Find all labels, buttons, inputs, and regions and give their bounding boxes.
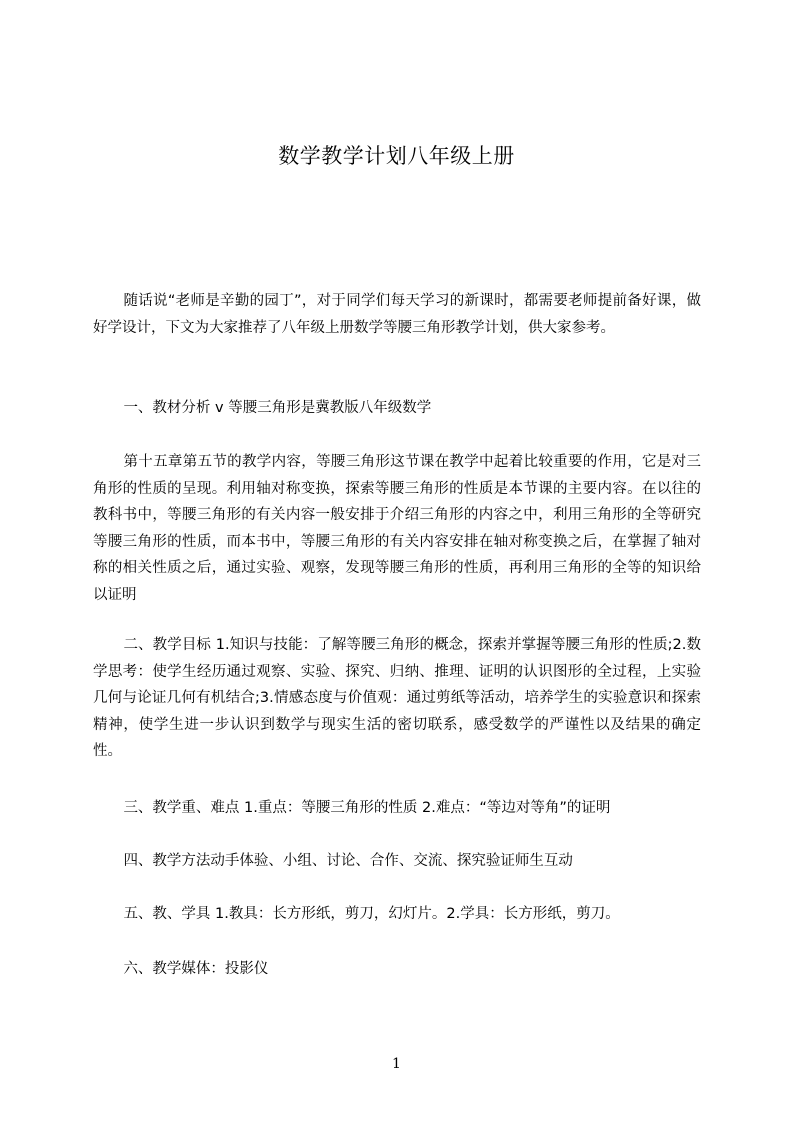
section-1-heading: 一、教材分析 v 等腰三角形是冀教版八年级数学: [123, 400, 432, 416]
section-3-line: 三、教学重、难点 1.重点：等腰三角形的性质 2.难点：“等边对等角”的证明: [123, 800, 611, 816]
section-5-line: 五、教、学具 1.教具：长方形纸，剪刀，幻灯片。2.学具：长方形纸，剪刀。: [123, 906, 620, 922]
page-number: 1: [392, 1056, 401, 1072]
section-4-line: 四、教学方法动手体验、小组、讨论、合作、交流、探究验证师生互动: [123, 853, 573, 869]
section-1-paragraph: 第十五章第五节的教学内容，等腰三角形这节课在教学中起着比较重要的作用，它是对三角形的性质的呈现。利用轴对称变换，探索等腰三角形的性质是本节课的主要内容。在以往的教科书中，等腰三角形的有关内容一般安排于介绍三角形的内容之中，利用三角形的全等研究等腰三角形的性质，而本书中，等腰三角形的有关内容安排在轴对称变换之后，在掌握了轴对称的相关性质之后，通过实验、观察，发现等腰三角形的性质，再利用三角形的全等的知识给以证明: [93, 454, 701, 603]
section-2-paragraph: 二、教学目标 1.知识与技能：了解等腰三角形的概念，探索并掌握等腰三角形的性质;2.数学思考：使学生经历通过观察、实验、探究、归纳、推理、证明的认识图形的全过程，上实验几何与论证几何有机结合;3.情感态度与价值观：通过剪纸等活动，培养学生的实验意识和探索精神，使学生进一步认识到数学与现实生活的密切联系，感受数学的严谨性以及结果的确定性。: [93, 637, 701, 759]
intro-paragraph: 随话说“老师是辛勤的园丁”，对于同学们每天学习的新课时，都需要老师提前备好课，做好学设计，下文为大家推荐了八年级上册数学等腰三角形教学计划，供大家参考。: [93, 293, 701, 336]
section-6-line: 六、教学媒体：投影仪: [123, 961, 269, 977]
page-title: 数学教学计划八年级上册: [278, 144, 515, 168]
